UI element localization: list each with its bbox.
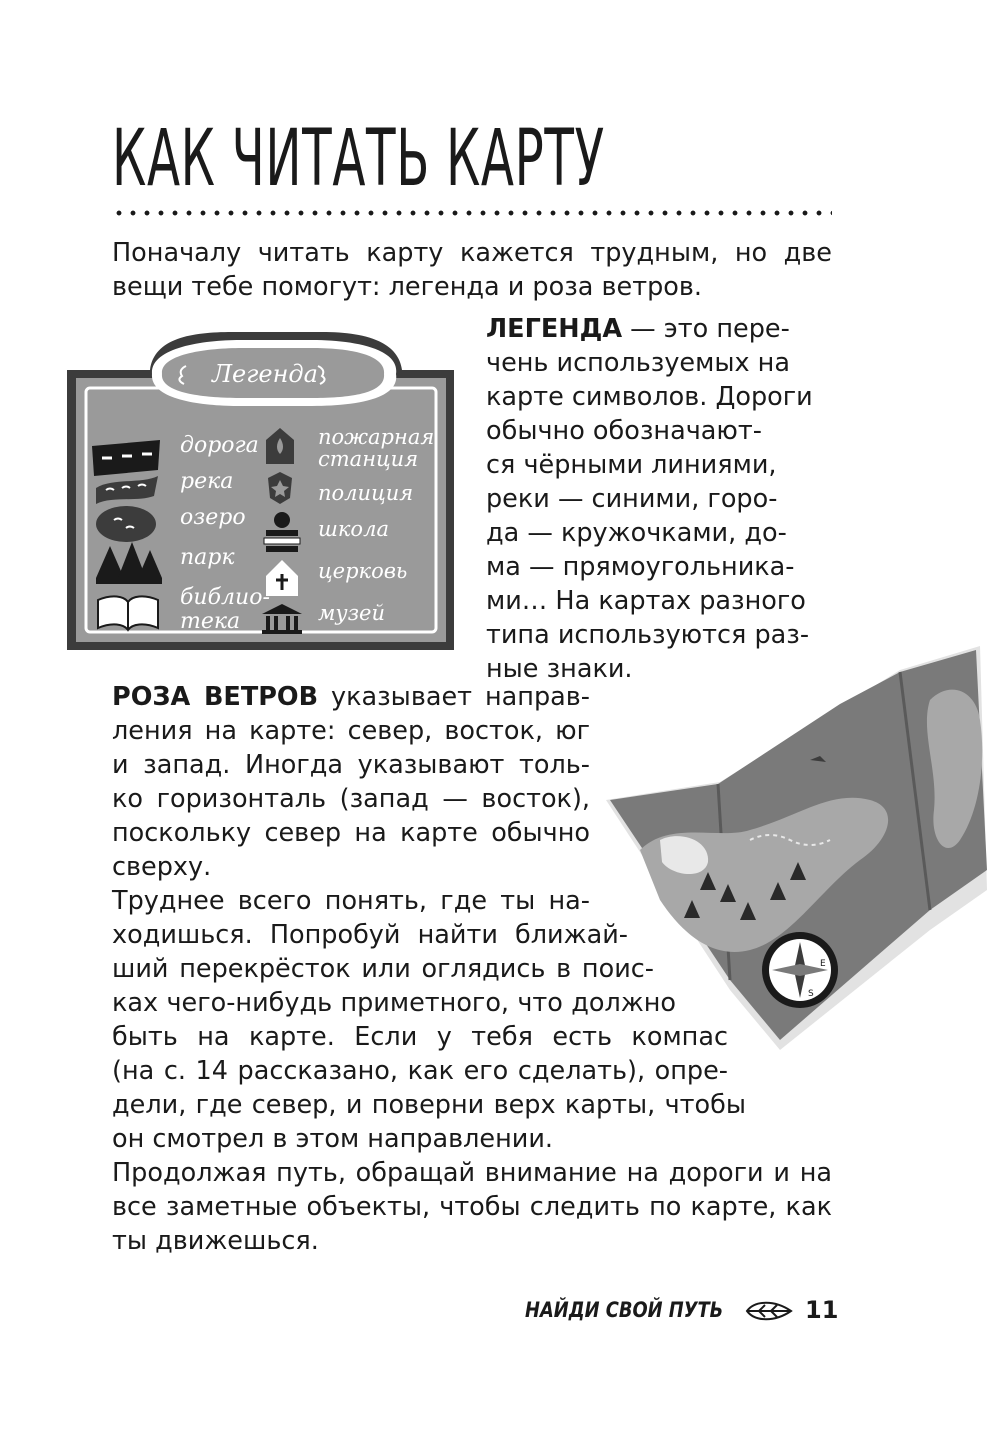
text-line: Труднее всего понять, где ты на- (112, 886, 590, 916)
legend-label-library-1: библио- (180, 585, 270, 610)
intro-paragraph (112, 236, 832, 304)
legend-label-museum: музей (318, 601, 385, 625)
text-line: дели, где север, и поверни верх карты, чтобы (112, 1090, 746, 1120)
text-line: ты движешься. (112, 1226, 319, 1256)
text-line: РОЗА ВЕТРОВ указывает направ- (112, 682, 591, 712)
legend-label-lake: озеро (180, 505, 246, 530)
lake-icon (96, 506, 156, 542)
text-line: ходишься. Попробуй найти ближай- (112, 920, 628, 950)
legend-label-park: парк (180, 545, 235, 570)
text-line: ся чёрными линиями, (486, 450, 777, 480)
page-footer (525, 1296, 839, 1328)
road-icon (92, 440, 160, 476)
dotted-divider (112, 208, 832, 218)
text-line: Продолжая путь, обращай внимание на дороги и на (112, 1158, 832, 1188)
term-legend: ЛЕГЕНДА (486, 314, 623, 344)
text-line: ма — прямоугольника- (486, 552, 795, 582)
text-line: чень используемых на (486, 348, 790, 378)
text-line: быть на карте. Если у тебя есть компас (112, 1022, 728, 1052)
compass-east-label: E (820, 959, 826, 969)
text-line: ления на карте: север, восток, юг (112, 716, 590, 746)
term-wind-rose: РОЗА ВЕТРОВ (112, 682, 319, 712)
text-line: карте символов. Дороги (486, 382, 813, 412)
text-line: ший перекрёсток или оглядись в поис- (112, 954, 654, 984)
legend-label-church: церковь (318, 559, 408, 583)
legend-label-river: река (180, 469, 234, 494)
text-line: типа используются раз- (486, 620, 810, 650)
text-line: Поначалу читать карту кажется трудным, но две (112, 238, 832, 268)
wind-rose-paragraph (112, 680, 590, 884)
legend-card-heading: Легенда (212, 360, 318, 388)
legend-label-road: дорога (180, 433, 259, 458)
orientation-paragraph (112, 884, 746, 1156)
text-line: и запад. Иногда указывают толь- (112, 750, 590, 780)
text-line: обычно обозначают- (486, 416, 762, 446)
legend-label-library-2: тека (180, 609, 241, 634)
text-line: да — кружочками, до- (486, 518, 787, 548)
compass-icon (762, 932, 838, 1008)
text-line: (на с. 14 рассказано, как его сделать), опре- (112, 1056, 728, 1086)
text-line: он смотрел в этом направлении. (112, 1124, 554, 1154)
text-line: ми… На картах разного (486, 586, 806, 616)
compass-south-label: S (808, 989, 814, 999)
page-number: 11 (805, 1296, 839, 1324)
text-line: все заметные объекты, чтобы следить по карте, как (112, 1192, 832, 1222)
legend-label-police: полиция (318, 481, 414, 505)
text-line: ЛЕГЕНДА — это пере- (486, 314, 790, 344)
legend-paragraph (486, 312, 816, 686)
text-line: реки — синими, горо- (486, 484, 778, 514)
text-line: поскольку север на карте обычно (112, 818, 590, 848)
page-title: КАК ЧИТАТЬ КАРТУ (112, 114, 605, 204)
text-line: ные знаки. (486, 654, 633, 684)
text-line: сверху. (112, 852, 212, 882)
text-line: вещи тебе помогут: легенда и роза ветров. (112, 272, 702, 302)
legend-label-fire-1: пожарная (318, 425, 435, 449)
text-line: ках чего-нибудь приметного, что должно (112, 988, 676, 1018)
legend-label-school: школа (318, 517, 389, 541)
text-line: ко горизонталь (запад — восток), (112, 784, 590, 814)
footer-section-title: НАЙДИ СВОЙ ПУТЬ (525, 1298, 724, 1322)
legend-label-fire-2: станция (318, 447, 419, 471)
continue-paragraph (112, 1156, 832, 1258)
library-icon (98, 596, 158, 630)
legend-card-illustration (62, 328, 462, 662)
leaf-icon (745, 1298, 793, 1328)
